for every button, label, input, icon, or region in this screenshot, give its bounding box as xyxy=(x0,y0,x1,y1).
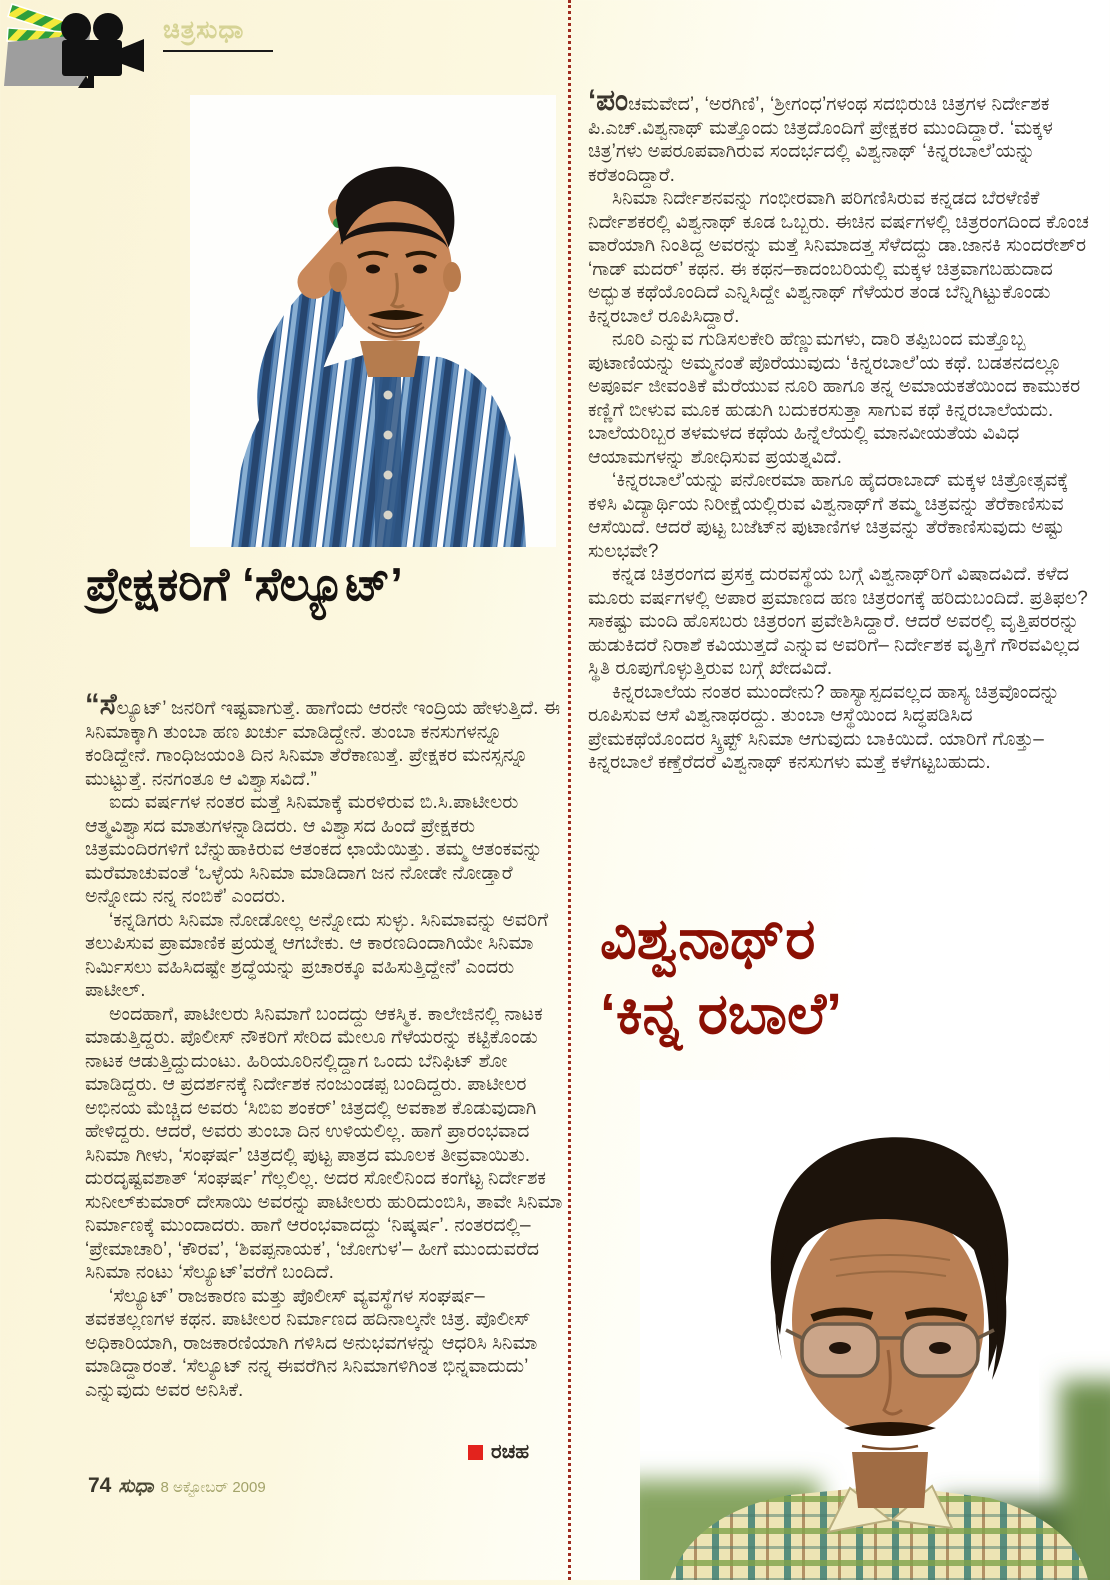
article-paragraph: ಅಂದಹಾಗೆ, ಪಾಟೀಲರು ಸಿನಿಮಾಗೆ ಬಂದದ್ದು ಆಕಸ್ಮಿಕ. ಕಾಲೇಜಿನಲ್ಲಿ ನಾಟಕ ಮಾಡುತ್ತಿದ್ದರು. ಪೊಲೀಸ್ ನೌಕರಿಗೆ ಸೇರಿದ ಮೇಲೂ ಗೆಳೆಯರನ್ನು ಕಟ್ಟಿಕೊಂಡು ನಾಟಕ ಆಡುತ್ತಿದ್ದುದುಂಟು. ಹಿರಿಯೂರಿನಲ್ಲಿದ್ದಾಗ ಒಂದು ಬೆನಿಫಿಟ್ ಶೋ ಮಾಡಿದ್ದರು. ಆ ಪ್ರದರ್ಶನಕ್ಕೆ ನಿರ್ದೇಶಕ ನಂಜುಂಡಪ್ಪ ಬಂದಿದ್ದರು. ಪಾಟೀಲರ ಅಭಿನಯ ಮೆಚ್ಚಿದ ಅವರು ‘ಸಿಬಿಐ ಶಂಕರ್’ ಚಿತ್ರದಲ್ಲಿ ಅವಕಾಶ ಕೊಡುವುದಾಗಿ ಹೇಳಿದ್ದರು. ಆದರೆ, ಅವರು ತುಂಬಾ ದಿನ ಉಳಿಯಲಿಲ್ಲ. ಹಾಗೆ ಪ್ರಾರಂಭವಾದ ಸಿನಿಮಾ ಗೀಳು, ‘ಸಂಘರ್ಷ’ ಚಿತ್ರದಲ್ಲಿ ಪುಟ್ಟ ಪಾತ್ರದ ಮೂಲಕ ತೀವ್ರವಾಯಿತು. ದುರದೃಷ್ಟವಶಾತ್ ‘ಸಂಘರ್ಷ’ ಗೆಲ್ಲಲಿಲ್ಲ. ಅದರ ಸೋಲಿನಿಂದ ಕಂಗೆಟ್ಟ ನಿರ್ದೇಶಕ ಸುನೀಲ್‌ಕುಮಾರ್ ದೇಸಾಯಿ ಅವರನ್ನು ಪಾಟೀಲರು ಹುರಿದುಂಬಿಸಿ, ತಾವೇ ಸಿನಿಮಾ ನಿರ್ಮಾಣಕ್ಕೆ ಮುಂದಾದರು. ಹಾಗೆ ಆರಂಭವಾದದ್ದು ‘ನಿಷ್ಕರ್ಷ’. ನಂತರದಲ್ಲಿ– ‘ಪ್ರೇಮಾಚಾರಿ’, ‘ಕೌರವ’, ‘ಶಿವಪ್ಪನಾಯಕ’, ‘ಜೋಗುಳ’– ಹೀಗೆ ಮುಂದುವರೆದ ಸಿನಿಮಾ ನಂಟು ‘ಸೆಲ್ಯೂಟ್’ವರೆಗೆ ಬಂದಿದೆ. xyxy=(85,1003,563,1283)
vishwanath-photo xyxy=(640,1080,1110,1580)
byline-marker-icon xyxy=(468,1445,483,1460)
right-article-body xyxy=(588,86,1090,918)
article-paragraph: ಸಿನಿಮಾ ನಿರ್ದೇಶನವನ್ನು ಗಂಭೀರವಾಗಿ ಪರಿಗಣಿಸಿರುವ ಕನ್ನಡದ ಬೆರಳೆಣಿಕೆ ನಿರ್ದೇಶಕರಲ್ಲಿ ವಿಶ್ವನಾಥ್ ಕೂಡ ಒಬ್ಬರು. ಈಚಿನ ವರ್ಷಗಳಲ್ಲಿ ಚಿತ್ರರಂಗದಿಂದ ಕೊಂಚ ವಾರೆಯಾಗಿ ನಿಂತಿದ್ದ ಅವರನ್ನು ಮತ್ತೆ ಸಿನಿಮಾದತ್ತ ಸೆಳೆದದ್ದು ಡಾ.ಜಾನಕಿ ಸುಂದರೇಶ್‌ರ ‘ಗಾಡ್ ಮದರ್’ ಕಥನ. ಈ ಕಥನ–ಕಾದಂಬರಿಯಲ್ಲಿ ಮಕ್ಕಳ ಚಿತ್ರವಾಗಬಹುದಾದ ಅದ್ಭುತ ಕಥೆಯೊಂದಿದೆ ಎನ್ನಿಸಿದ್ದೇ ವಿಶ್ವನಾಥ್ ಗೆಳೆಯರ ತಂಡ ಬೆನ್ನಿಗಿಟ್ಟುಕೊಂಡು ಕಿನ್ನರಬಾಲೆ ರೂಪಿಸಿದ್ದಾರೆ. xyxy=(588,188,1089,327)
left-article-headline: ಪ್ರೇಕ್ಷಕರಿಗೆ ‘ಸೆಲ್ಯೂಟ್’ xyxy=(86,558,403,610)
left-article-body xyxy=(85,690,565,1462)
article-paragraph: ‘ಕನ್ನಡಿಗರು ಸಿನಿಮಾ ನೋಡೋಲ್ಲ ಅನ್ನೋದು ಸುಳ್ಳು. ಸಿನಿಮಾವನ್ನು ಅವರಿಗೆ ತಲುಪಿಸುವ ಪ್ರಾಮಾಣಿಕ ಪ್ರಯತ್ನ ಆಗಬೇಕು. ಆ ಕಾರಣದಿಂದಾಗಿಯೇ ಸಿನಿಮಾ ನಿರ್ಮಿಸಲು ವಹಿಸಿದಷ್ಟೇ ಶ್ರದ್ಧೆಯನ್ನು ಪ್ರಚಾರಕ್ಕೂ ವಹಿಸುತ್ತಿದ್ದೇನೆ’ ಎಂದರು ಪಾಟೀಲ್. xyxy=(85,909,549,1001)
article-paragraph: “ಸೆಲ್ಯೂಟ್’ ಜನರಿಗೆ ಇಷ್ಟವಾಗುತ್ತೆ. ಹಾಗೆಂದು ಆರನೇ ಇಂದ್ರಿಯ ಹೇಳುತ್ತಿದೆ. ಈ ಸಿನಿಮಾಕ್ಕಾಗಿ ತುಂಬಾ ಹಣ ಖರ್ಚು ಮಾಡಿದ್ದೇನೆ. ತುಂಬಾ ಕನಸುಗಳನ್ನೂ ಕಂಡಿದ್ದೇನೆ. ಗಾಂಧಿಜಯಂತಿ ದಿನ ಸಿನಿಮಾ ತೆರೆಕಾಣುತ್ತೆ. ಪ್ರೇಕ್ಷಕರ ಮನಸ್ಸನ್ನೂ ಮುಟ್ಟುತ್ತೆ. ನನಗಂತೂ ಆ ವಿಶ್ವಾಸವಿದೆ.” xyxy=(85,690,561,790)
magazine-name: ಸುಧಾ xyxy=(118,1476,154,1497)
byline-text: ರಚಹ xyxy=(491,1441,530,1463)
right-headline-line2: ‘ಕಿನ್ನ ರಬಾಲೆ’ xyxy=(600,982,842,1047)
article-paragraph: ‘ಕಿನ್ನರಬಾಲೆ’ಯನ್ನು ಪನೋರಮಾ ಹಾಗೂ ಹೈದರಾಬಾದ್ ಮಕ್ಕಳ ಚಿತ್ರೋತ್ಸವಕ್ಕೆ ಕಳಿಸಿ ವಿದ್ಯಾರ್ಥಿಯ ನಿರೀಕ್ಷೆಯಲ್ಲಿರುವ ವಿಶ್ವನಾಥ್‌ಗೆ ತಮ್ಮ ಚಿತ್ರವನ್ನು ತೆರೆಕಾಣಿಸುವ ಆಸೆಯಿದೆ. ಆದರೆ ಪುಟ್ಟ ಬಜೆಟ್‌ನ ಪುಟಾಣಿಗಳ ಚಿತ್ರವನ್ನು ತೆರೆಕಾಣಿಸುವುದು ಅಷ್ಟು ಸುಲಭವೇ? xyxy=(588,470,1069,562)
page-number: 74 xyxy=(88,1474,112,1497)
article-paragraph: ಐದು ವರ್ಷಗಳ ನಂತರ ಮತ್ತೆ ಸಿನಿಮಾಕ್ಕೆ ಮರಳಿರುವ ಬಿ.ಸಿ.ಪಾಟೀಲರು ಆತ್ಮವಿಶ್ವಾಸದ ಮಾತುಗಳನ್ನಾಡಿದರು. ಆ ವಿಶ್ವಾಸದ ಹಿಂದೆ ಪ್ರೇಕ್ಷಕರು ಚಿತ್ರಮಂದಿರಗಳಿಗೆ ಬೆನ್ನುಹಾಕಿರುವ ಆತಂಕದ ಛಾಯೆಯಿತ್ತು. ತಮ್ಮ ಆತಂಕವನ್ನು ಮರೆಮಾಚುವಂತೆ ‘ಒಳ್ಳೆಯ ಸಿನಿಮಾ ಮಾಡಿದಾಗ ಜನ ನೋಡೇ ನೋಡ್ತಾರೆ ಅನ್ನೋದು ನನ್ನ ನಂಬಿಕೆ’ ಎಂದರು. xyxy=(85,792,543,907)
right-article-headline xyxy=(600,902,1100,1052)
article-paragraph: ‘ಪಂಚಮವೇದ’, ‘ಅರಗಿಣಿ’, ‘ಶ್ರೀಗಂಧ’ಗಳಂಥ ಸದಭಿರುಚಿ ಚಿತ್ರಗಳ ನಿರ್ದೇಶಕ ಪಿ.ಎಚ್.ವಿಶ್ವನಾಥ್ ಮತ್ತೊಂದು ಚಿತ್ರದೊಂದಿಗೆ ಪ್ರೇಕ್ಷಕರ ಮುಂದಿದ್ದಾರೆ. ‘ಮಕ್ಕಳ ಚಿತ್ರ’ಗಳು ಅಪರೂಪವಾಗಿರುವ ಸಂದರ್ಭದಲ್ಲಿ ವಿಶ್ವನಾಥ್ ‘ಕಿನ್ನರಬಾಲೆ’ಯನ್ನು ಕರೆತಂದಿದ್ದಾರೆ. xyxy=(588,86,1053,186)
column-divider xyxy=(568,0,571,1580)
right-headline-line1: ವಿಶ್ವನಾಥ್‌ರ xyxy=(600,907,816,971)
masthead-underline xyxy=(163,50,273,52)
patil-salute-photo xyxy=(190,95,556,547)
issue-date: 8 ಅಕ್ಟೋಬರ್ 2009 xyxy=(160,1479,266,1496)
article-paragraph: ನೂರಿ ಎನ್ನುವ ಗುಡಿಸಲಕೇರಿ ಹೆಣ್ಣುಮಗಳು, ದಾರಿ ತಪ್ಪಿಬಂದ ಮತ್ತೊಬ್ಬ ಪುಟಾಣಿಯನ್ನು ಅಮ್ಮನಂತೆ ಪೊರೆಯುವುದು ‘ಕಿನ್ನರಬಾಲೆ’ಯ ಕಥೆ. ಬಡತನದಲ್ಲೂ ಅಪೂರ್ವ ಜೀವಂತಿಕೆ ಮೆರೆಯುವ ನೂರಿ ಹಾಗೂ ತನ್ನ ಅಮಾಯಕತೆಯಿಂದ ಕಾಮುಕರ ಕಣ್ಣಿಗೆ ಬೀಳುವ ಮೂಕ ಹುಡುಗಿ ಬದುಕರಸುತ್ತಾ ಸಾಗುವ ಕಥೆ ಕಿನ್ನರಬಾಲೆಯದು. ಬಾಲೆಯರಿಬ್ಬರ ತಳಮಳದ ಕಥೆಯ ಹಿನ್ನೆಲೆಯಲ್ಲಿ ಮಾನವೀಯತೆಯ ವಿವಿಧ ಆಯಾಮಗಳನ್ನು ಶೋಧಿಸುವ ಪ್ರಯತ್ನವಿದೆ. xyxy=(588,329,1081,468)
article-paragraph: ‘ಸೆಲ್ಯೂಟ್’ ರಾಜಕಾರಣ ಮತ್ತು ಪೊಲೀಸ್ ವ್ಯವಸ್ಥೆಗಳ ಸಂಘರ್ಷ– ತವಕತಲ್ಲಣಗಳ ಕಥನ. ಪಾಟೀಲರ ನಿರ್ಮಾಣದ ಹದಿನಾಲ್ಕನೇ ಚಿತ್ರ. ಪೊಲೀಸ್ ಅಧಿಕಾರಿಯಾಗಿ, ರಾಜಕಾರಣಿಯಾಗಿ ಗಳಿಸಿದ ಅನುಭವಗಳನ್ನು ಆಧರಿಸಿ ಸಿನಿಮಾ ಮಾಡಿದ್ದಾರಂತೆ. ‘ಸೆಲ್ಯೂಟ್ ನನ್ನ ಈವರೆಗಿನ ಸಿನಿಮಾಗಳಿಗಿಂತ ಭಿನ್ನವಾದುದು’ ಎನ್ನುವುದು ಅವರ ಅನಿಸಿಕೆ. xyxy=(85,1285,538,1401)
section-title: ಚಿತ್ರಸುಧಾ xyxy=(163,16,245,44)
article-paragraph: ಕಿನ್ನರಬಾಲೆಯ ನಂತರ ಮುಂದೇನು? ಹಾಸ್ಯಾಸ್ಪದವಲ್ಲದ ಹಾಸ್ಯ ಚಿತ್ರವೊಂದನ್ನು ರೂಪಿಸುವ ಆಸೆ ವಿಶ್ವನಾಥರದ್ದು. ತುಂಬಾ ಆಸ್ಥೆಯಿಂದ ಸಿದ್ಧಪಡಿಸಿದ ಪ್ರೇಮಕಥೆಯೊಂದರ ಸ್ಕ್ರಿಪ್ಟ್ ಸಿನಿಮಾ ಆಗುವುದು ಬಾಕಿಯಿದೆ. ಯಾರಿಗೆ ಗೊತ್ತು– ಕಿನ್ನರಬಾಲೆ ಕಣ್ತೆರೆದರೆ ವಿಶ್ವನಾಥ್ ಕನಸುಗಳು ಮತ್ತೆ ಕಳೆಗಟ್ಟಬಹುದು. xyxy=(588,681,1060,773)
clapboard-camera-logo-icon xyxy=(4,2,160,90)
article-paragraph: ಕನ್ನಡ ಚಿತ್ರರಂಗದ ಪ್ರಸಕ್ತ ದುರವಸ್ಥೆಯ ಬಗ್ಗೆ ವಿಶ್ವನಾಥ್‌ರಿಗೆ ವಿಷಾದವಿದೆ. ಕಳೆದ ಮೂರು ವರ್ಷಗಳಲ್ಲಿ ಅಪಾರ ಪ್ರಮಾಣದ ಹಣ ಚಿತ್ರರಂಗಕ್ಕೆ ಹರಿದುಬಂದಿದೆ. ಪ್ರತಿಫಲ? ಸಾಕಷ್ಟು ಮಂದಿ ಹೊಸಬರು ಚಿತ್ರರಂಗ ಪ್ರವೇಶಿಸಿದ್ದಾರೆ. ಆದರೆ ಅವರಲ್ಲಿ ವೃತ್ತಿಪರರನ್ನು ಹುಡುಕಿದರೆ ನಿರಾಶೆ ಕವಿಯುತ್ತದೆ ಎನ್ನುವ ಅವರಿಗೆ– ನಿರ್ದೇಶಕ ವೃತ್ತಿಗೆ ಗೌರವವಿಲ್ಲದ ಸ್ಥಿತಿ ರೂಪುಗೊಳ್ಳುತ್ತಿರುವ ಬಗ್ಗೆ ಖೇದವಿದೆ. xyxy=(588,564,1088,679)
page-footer xyxy=(88,1474,266,1498)
byline xyxy=(468,1441,529,1464)
